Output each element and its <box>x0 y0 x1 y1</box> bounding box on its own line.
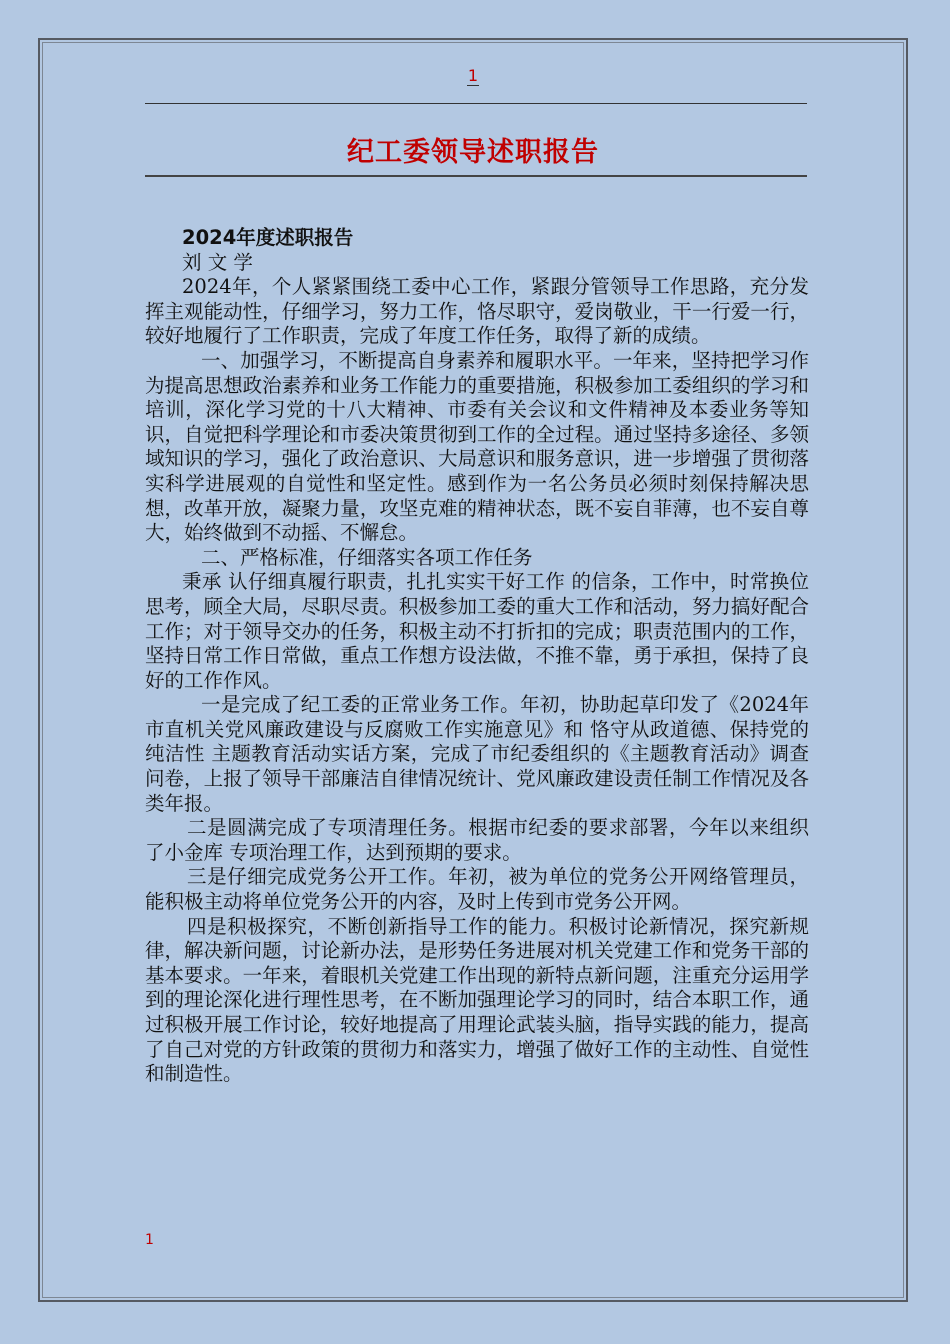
footer-page-number: 1 <box>145 1232 154 1248</box>
paragraph-section-1: 一、加强学习，不断提高自身素养和履职水平。一年来，坚持把学习作为提高思想政治素养和业务工作能力的重要措施，积极参加工委组织的学习和培训，深化学习党的十八大精神、市委有关会议和文件精神及本委业务等知识，自觉把科学理论和市委决策贯彻到工作的全过程。通过坚持多途径、多领域知识的学习，强化了政治意识、大局意识和服务意识，进一步增强了贯彻落实科学进展观的自觉性和坚定性。感到作为一名公务员必须时刻保持解决思想，改革开放，凝聚力量，攻坚克难的精神状态，既不妄自菲薄，也不妄自尊大，始终做到不动摇、不懈怠。 <box>145 348 809 545</box>
title-rule <box>145 175 807 177</box>
header-rule <box>145 103 807 104</box>
paragraph-section-2: 秉承 认仔细真履行职责，扎扎实实干好工作 的信条，工作中，时常换位思考，顾全大局，尽职尽责。积极参加工委的重大工作和活动，努力搞好配合工作；对于领导交办的任务，积极主动不打折扣的完成；职责范围内的工作，坚持日常工作日常做，重点工作想方设法做，不推不靠，勇于承担，保持了良好的工作作风。 <box>145 570 809 692</box>
author-name: 刘 文 学 <box>182 250 253 274</box>
paragraph-item-1: 一是完成了纪工委的正常业务工作。年初，协助起草印发了《2024年市直机关党风廉政建设与反腐败工作实施意见》和 恪守从政道德、保持党的纯洁性 主题教育活动实话方案，完成了市纪委组织的《主题教育活动》调查问卷，上报了领导干部廉洁自律情况统计、党风廉政建设责任制工作情况及各类年报。 <box>145 693 809 815</box>
document-title: 纪工委领导述职报告 <box>347 137 599 168</box>
section-heading-2: 二、严格标准，仔细落实各项工作任务 <box>201 545 533 569</box>
document-page <box>38 38 908 1302</box>
paragraph-intro: 2024年，个人紧紧围绕工委中心工作，紧跟分管领导工作思路，充分发挥主观能动性，仔细学习，努力工作，恪尽职守，爱岗敬业，干一行爱一行，较好地履行了工作职责，完成了年度工作任务，取得了新的成绩。 <box>145 275 809 348</box>
document-body <box>145 226 809 1087</box>
paragraph-item-2: 二是圆满完成了专项清理任务。根据市纪委的要求部署，今年以来组织了小金库 专项治理工作，达到预期的要求。 <box>145 816 809 864</box>
paragraph-item-4: 四是积极探究，不断创新指导工作的能力。积极讨论新情况，探究新规律，解决新问题，讨论新办法，是形势任务进展对机关党建工作和党务干部的基本要求。一年来，着眼机关党建工作出现的新特点新问题，注重充分运用学到的理论深化进行理性思考，在不断加强理论学习的同时，结合本职工作，通过积极开展工作讨论，较好地提高了用理论武装头脑，指导实践的能力，提高了自己对党的方针政策的贯彻力和落实力，增强了做好工作的主动性、自觉性和制造性。 <box>145 914 809 1086</box>
report-subtitle: 2024年度述职报告 <box>182 226 354 249</box>
header-page-number: 1 <box>467 66 479 85</box>
paragraph-item-3: 三是仔细完成党务公开工作。年初，被为单位的党务公开网络管理员，能积极主动将单位党务公开的内容，及时上传到市党务公开网。 <box>145 865 809 914</box>
